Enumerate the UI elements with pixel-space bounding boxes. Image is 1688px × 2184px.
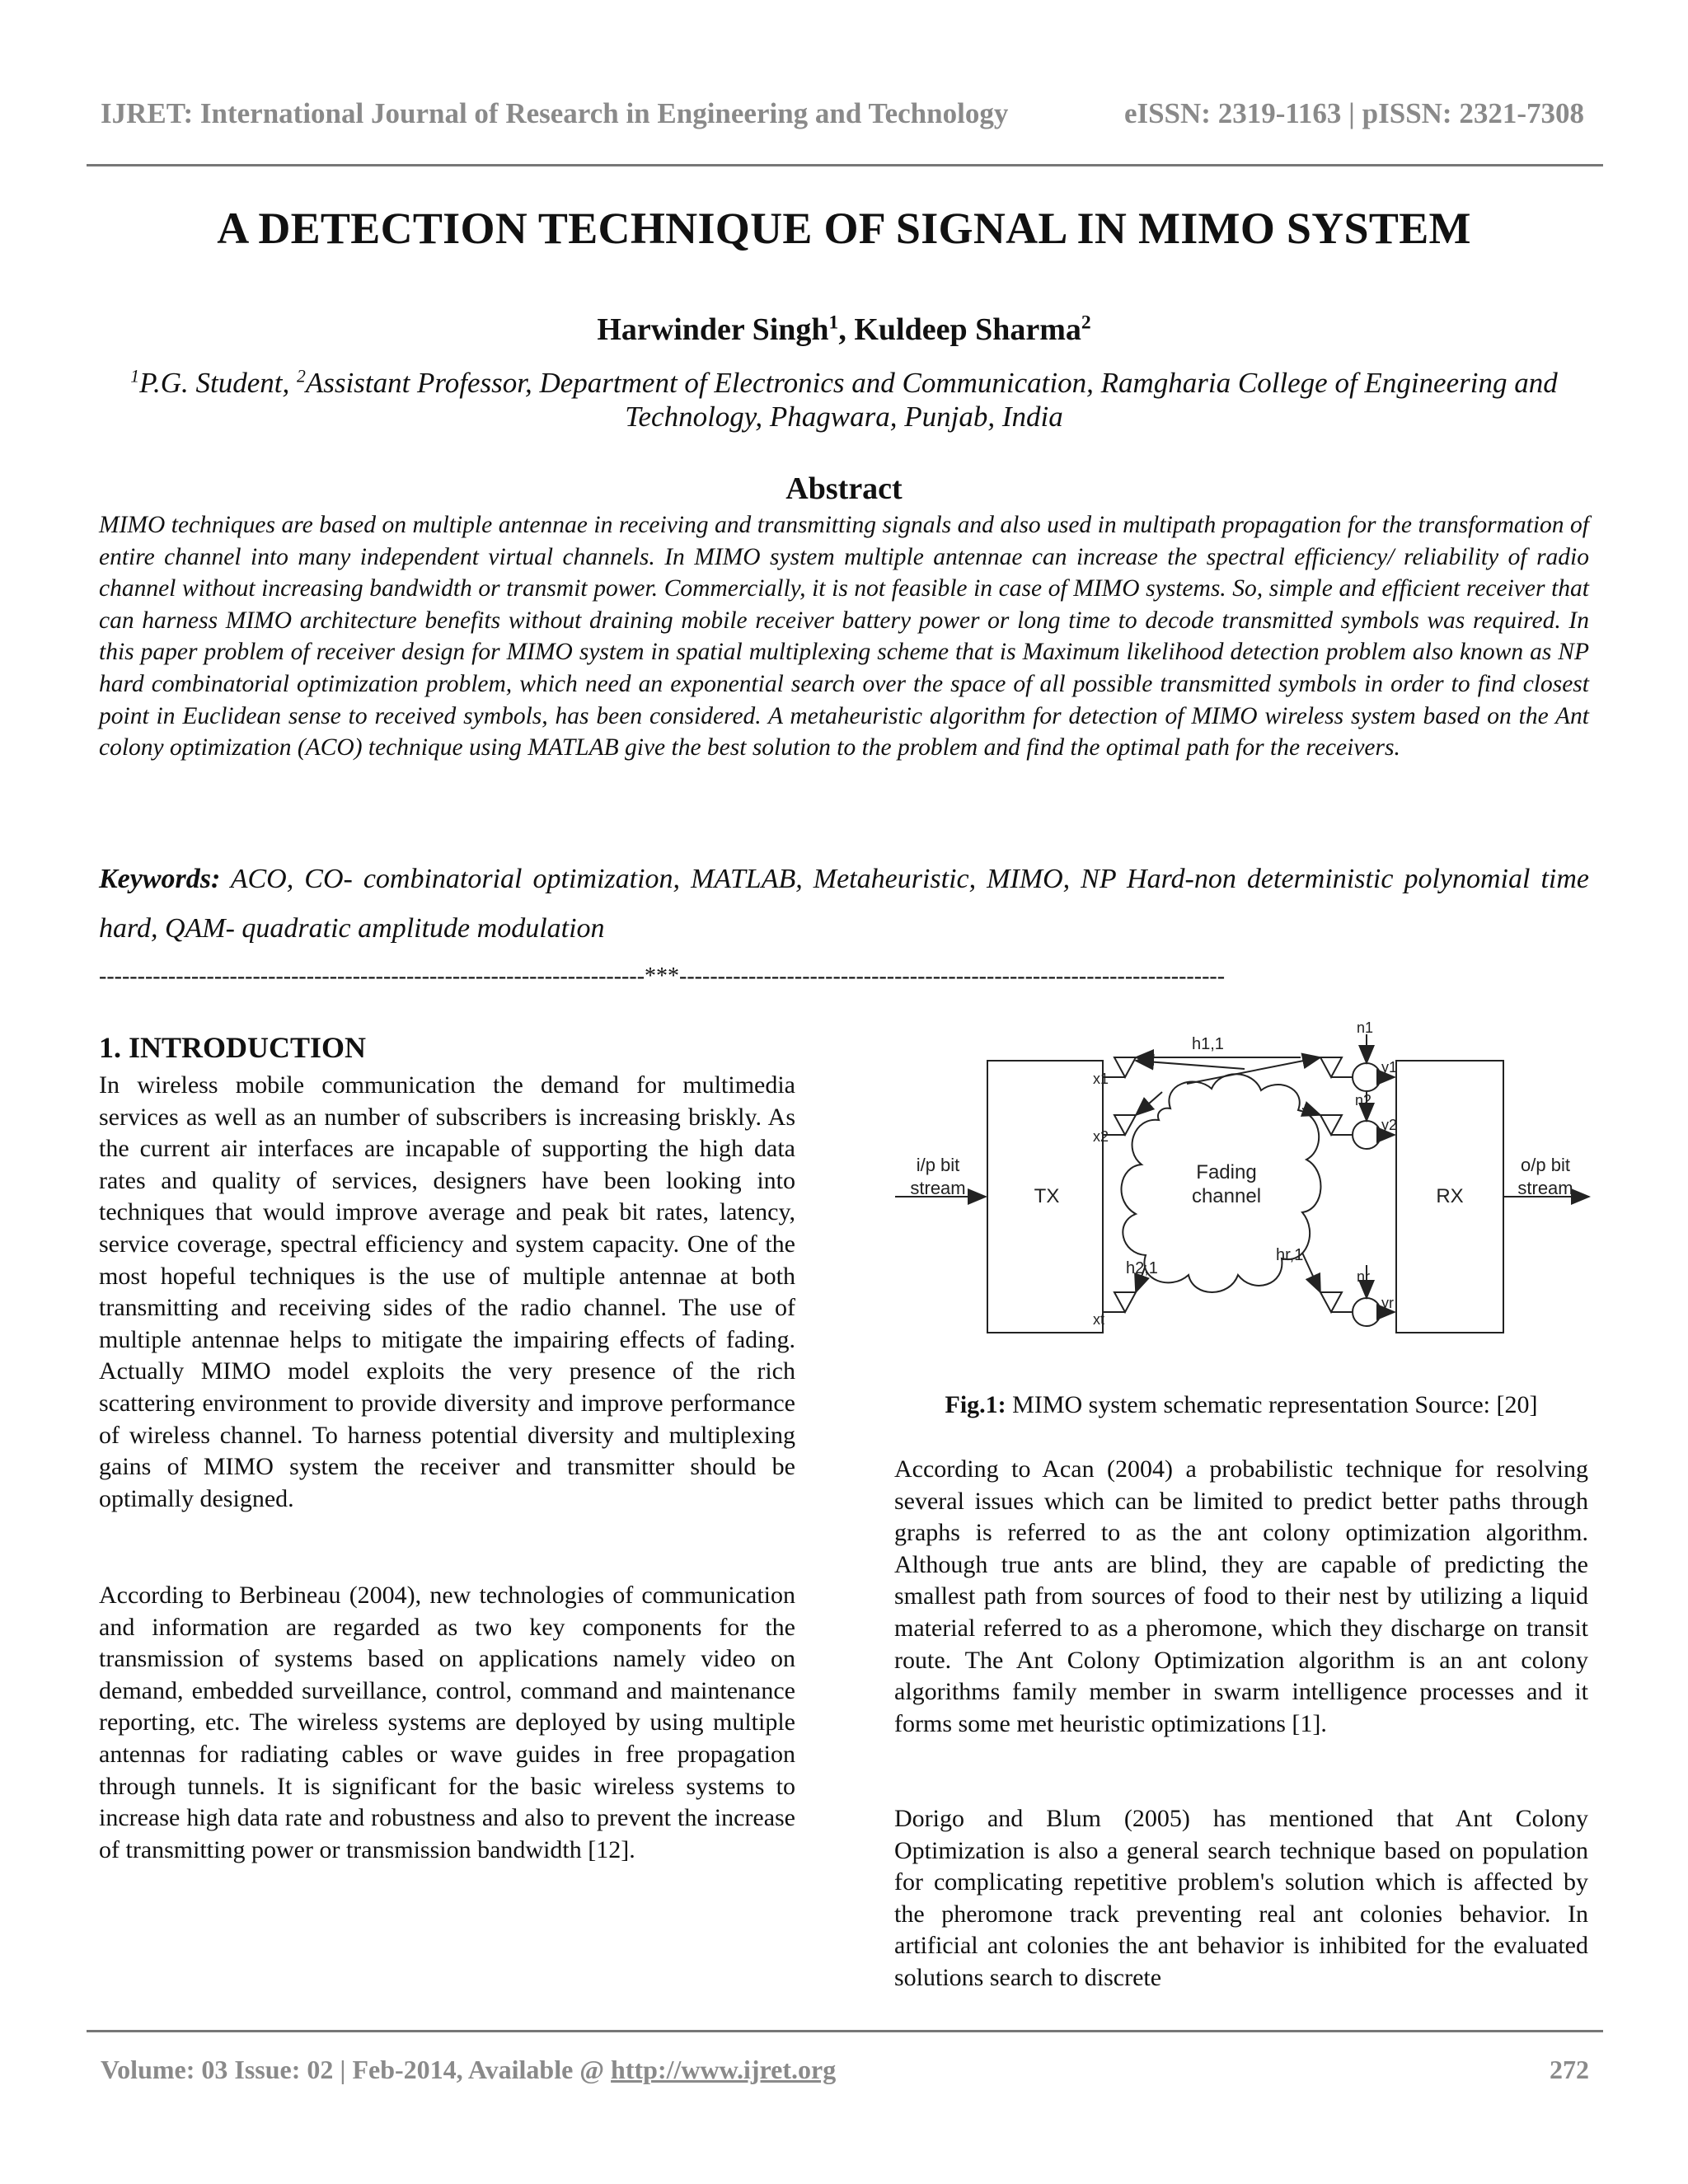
journal-name: IJRET: International Journal of Research in Engineering and Technology [101, 97, 1009, 129]
tx-antenna-t [1103, 1292, 1136, 1312]
h21-label: h2,1 [1126, 1259, 1158, 1277]
input-label: stream [910, 1178, 966, 1198]
affiliation [99, 366, 1589, 434]
running-header [101, 97, 1584, 138]
running-footer [101, 2055, 1589, 2096]
rx-antenna-1 [1320, 1057, 1352, 1077]
mimo-figure [890, 1018, 1591, 1385]
author-affil-mark: 2 [1081, 312, 1091, 334]
rx-antenna-r [1320, 1292, 1352, 1312]
xt-label: xt [1093, 1311, 1105, 1328]
yr-label: yr [1381, 1295, 1394, 1311]
paragraph: Dorigo and Blum (2005) has mentioned that Ant Colony Optimization is also a general search technique based on population for complicating repetitive problem's solution which is affected by the pheromone track preventing real ant colonies behavior. In artificial ant colonies the ant behavior is inhibited for the evaluated solutions search to discrete [894, 1805, 1588, 1991]
keywords-text: ACO, CO- combinatorial optimization, MATLAB, Metaheuristic, MIMO, NP Hard-non deterministic polynomial time hard, QAM- quadratic amplitude modulation [99, 864, 1589, 944]
hr1-label: hr,1 [1276, 1246, 1304, 1264]
journal-link[interactable]: http://www.ijret.org [611, 2055, 837, 2084]
right-body-2 [894, 1803, 1588, 1994]
output-label: stream [1517, 1178, 1573, 1198]
intro-body-2 [99, 1580, 795, 1866]
footer-rule [87, 2030, 1603, 2032]
noise-node-1 [1353, 1063, 1381, 1091]
affil-mark: 1 [130, 366, 140, 387]
caption-label: Fig.1: [945, 1391, 1006, 1418]
journal-issn: eISSN: 2319-1163 | pISSN: 2321-7308 [1123, 97, 1584, 129]
input-label: i/p bit [916, 1155, 960, 1175]
abstract-body: MIMO techniques are based on multiple antennae in receiving and transmitting signals and also used in multipath propagation for the transformation of entire channel into many independent virtual channels. In MIMO system multiple antennae can increase the spectral efficiency/ reliability of radio channel without increasing bandwidth or transmit power. Commercially, it is not feasible in case of MIMO systems. So, simple and efficient receiver that can harness MIMO architecture benefits without draining mobile receiver battery power or long time to decode transmitted symbols was required. In this paper problem of receiver design for MIMO system in spatial multiplexing scheme that is Maximum likelihood detection problem also known as NP hard combinatorial optimization problem, which need an exponential search over the space of all possible transmitted symbols in order to find closest point in Euclidean sense to received symbols, has been considered. A metaheuristic algorithm for detection of MIMO wireless system based on the Ant colony optimization (ACO) technique using MATLAB give the best solution to the problem and find the optimal path for the receivers. [99, 512, 1589, 762]
paragraph: According to Acan (2004) a probabilistic technique for resolving several issues which can be limited to predict better paths through graphs is referred to as the ant colony optimization algorithm. Although true ants are blind, they are capable of predicting the smallest path from sources of food to their nest by utilizing a liquid material referred to as a pheromone, which they discharge on transit route. The Ant Colony Optimization algorithm is an ant colony algorithms family member in swarm intelligence processes and it forms some met heuristic optimizations [1]. [894, 1455, 1588, 1737]
section-separator: -----------------------------------------------------------------------***----------------------------------------------------------------------- [99, 963, 1226, 989]
output-label: o/p bit [1521, 1155, 1570, 1175]
author-separator: , [838, 312, 855, 347]
affil-text: Assistant Professor, Department of Electronics and Communication, Ramgharia College of Engineering and Technology, Phagwara, Punjab, India [305, 367, 1558, 433]
author-affil-mark: 1 [828, 312, 839, 334]
paragraph: According to Berbineau (2004), new technologies of communication and information are regarded as two key components for the transmission of systems based on applications namely video on demand, embedded surveillance, control, command and maintenance reporting, etc. The wireless systems are deployed by using multiple antennas for radiating cables or wave guides in free propagation through tunnels. It is significant for the basic wireless systems to increase high data rate and robustness and also to prevent the increase of transmitting power or transmission bandwidth [12]. [99, 1582, 795, 1863]
y2-label: y2 [1381, 1117, 1398, 1133]
volume-info: Volume: 03 Issue: 02 | Feb-2014, Available @ [101, 2055, 612, 2084]
mimo-diagram [890, 1018, 1591, 1385]
keywords [99, 855, 1589, 954]
noise-node-2 [1353, 1121, 1381, 1149]
tx-label: TX [1034, 1185, 1060, 1207]
section-heading: 1. INTRODUCTION [99, 1031, 367, 1064]
x2-label: x2 [1093, 1128, 1109, 1145]
paper-title: A DETECTION TECHNIQUE OF SIGNAL IN MIMO SYSTEM [217, 204, 1471, 253]
author-line [0, 312, 1688, 348]
n2-label: n2 [1355, 1092, 1372, 1108]
affil-role: P.G. Student, [139, 367, 298, 399]
rx-label: RX [1436, 1185, 1464, 1207]
paragraph: In wireless mobile communication the demand for multimedia services as well as an number of subscribers is increasing briskly. As the current air interfaces are incapable of supporting the high data rates and quality of services, designers have been looking into techniques that would improve average and peak bit rates, latency, service coverage, spectral efficiency and system capacity. One of the most hopeful techniques is the use of multiple antennae at both transmitting and receiving sides of the radio channel. The use of multiple antennae helps to mitigate the impairing effects of fading. Actually MIMO model exploits the very presence of the rich scattering environment to provide diversity and improve performance of wireless channel. To harness potential diversity and multiplexing gains of MIMO system the receiver and transmitter should be optimally designed. [99, 1071, 795, 1512]
right-body [894, 1454, 1588, 1740]
author-name: Harwinder Singh [597, 312, 829, 347]
caption-text: MIMO system schematic representation Source: [20] [1006, 1391, 1538, 1418]
intro-body [99, 1070, 795, 1515]
keywords-label: Keywords: [99, 864, 221, 894]
noise-node-r [1353, 1298, 1381, 1326]
abstract-heading: Abstract [785, 471, 903, 506]
figure-caption [894, 1391, 1588, 1419]
h11-label: h1,1 [1192, 1035, 1224, 1053]
nr-label: nr [1357, 1268, 1371, 1285]
n1-label: n1 [1357, 1019, 1374, 1036]
channel-label: channel [1191, 1185, 1262, 1207]
y1-label: y1 [1381, 1059, 1398, 1076]
header-rule [87, 164, 1603, 166]
x1-label: x1 [1093, 1071, 1109, 1087]
page-number: 272 [1550, 2055, 1589, 2084]
affil-mark: 2 [297, 366, 306, 387]
channel-label: Fading [1196, 1161, 1257, 1183]
author-name: Kuldeep Sharma [854, 312, 1081, 347]
rx-antenna-2 [1320, 1115, 1352, 1135]
